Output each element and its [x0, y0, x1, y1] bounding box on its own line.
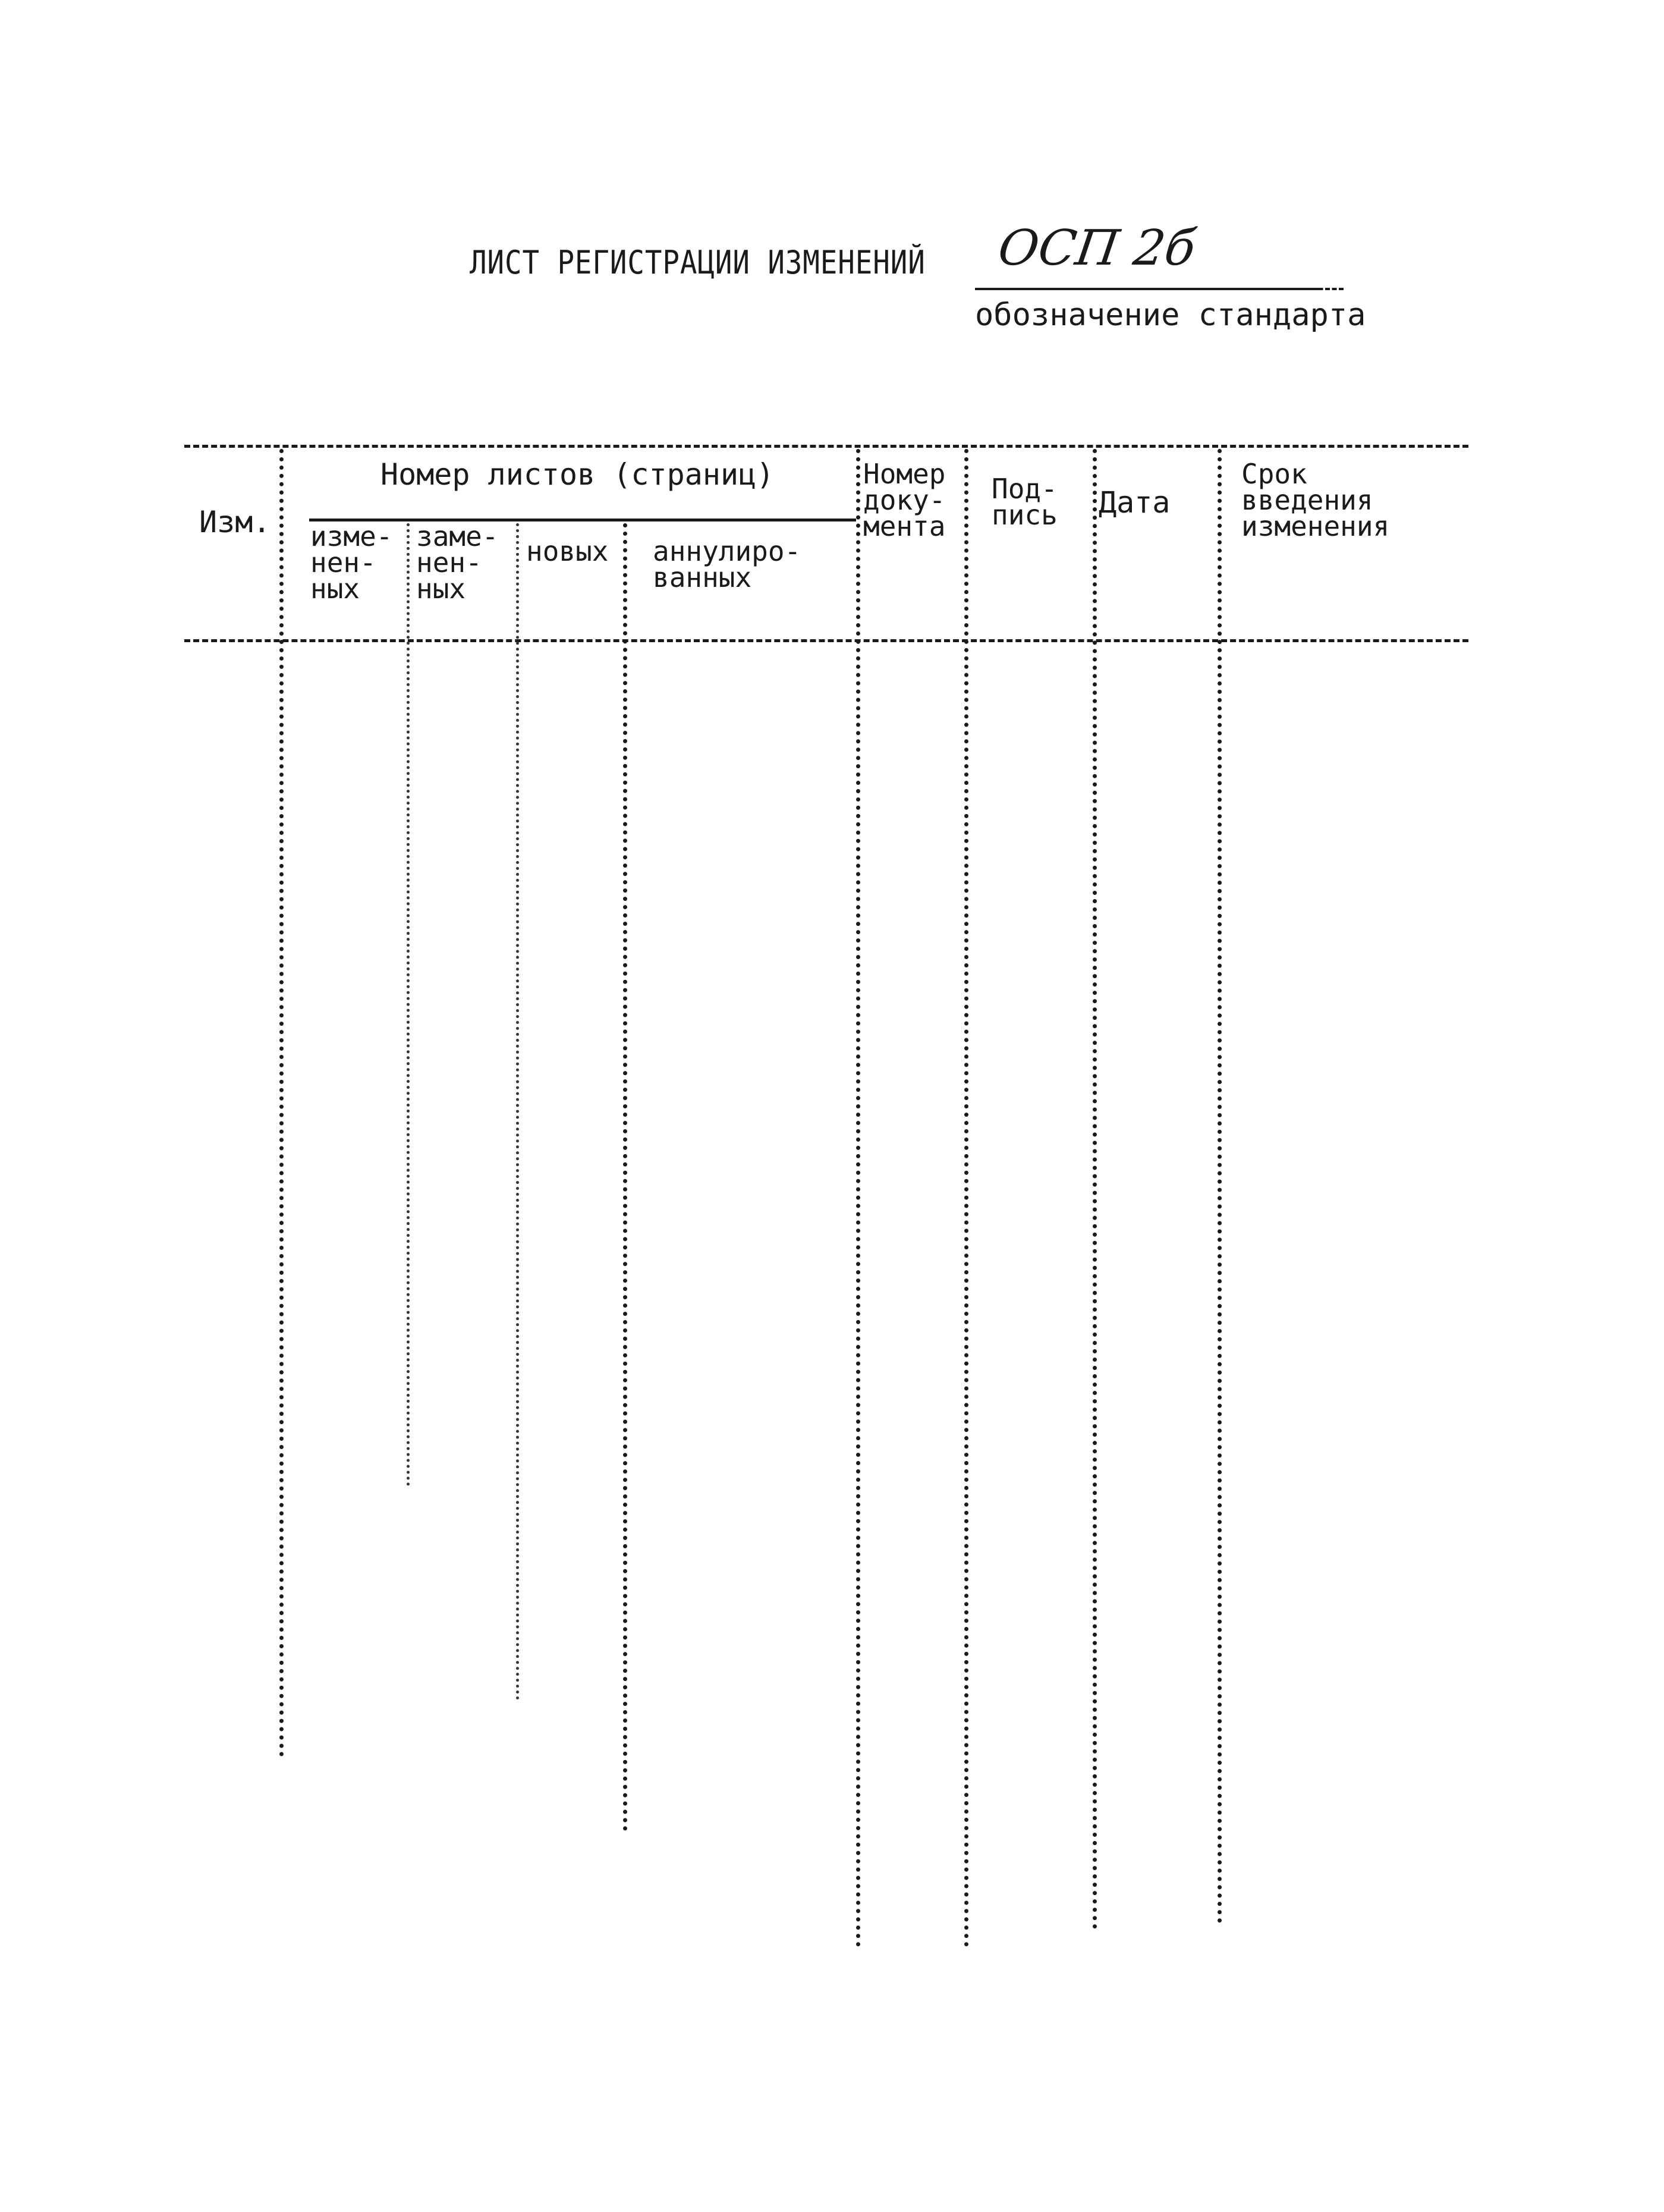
column-divider-izm — [279, 449, 284, 1757]
header-new: новых — [526, 535, 609, 567]
header-term: Срок введения изменения — [1241, 458, 1390, 542]
column-divider-signature — [1093, 449, 1097, 1930]
column-divider-annulled — [856, 449, 860, 1947]
column-divider-replaced — [516, 523, 519, 1701]
designation-underline-tail — [1284, 288, 1344, 290]
header-changed: изме- нен- ных — [310, 520, 393, 605]
header-date: Дата — [1099, 485, 1171, 520]
table-header-bottom-rule — [184, 639, 1468, 642]
header-signature: Под- пись — [992, 473, 1058, 531]
standard-designation-value: ОСП 2б — [995, 220, 1199, 276]
header-annulled: аннулиро- ванных — [653, 535, 801, 593]
designation-underline — [975, 288, 1320, 290]
column-divider-doc-number — [964, 449, 968, 1947]
header-replaced: заме- нен- ных — [416, 520, 499, 605]
column-divider-new — [623, 523, 627, 1831]
page-title: ЛИСТ РЕГИСТРАЦИИ ИЗМЕНЕНИЙ — [470, 244, 926, 281]
table-top-rule — [184, 445, 1468, 448]
column-divider-changed — [407, 523, 410, 1487]
column-divider-date — [1218, 449, 1222, 1924]
header-doc-number: Номер доку- мента — [863, 458, 946, 542]
header-sheet-numbers: Номер листов (страниц) — [380, 457, 775, 492]
standard-designation-caption: обозначение стандарта — [975, 297, 1366, 333]
header-izm: Изм. — [199, 505, 271, 539]
